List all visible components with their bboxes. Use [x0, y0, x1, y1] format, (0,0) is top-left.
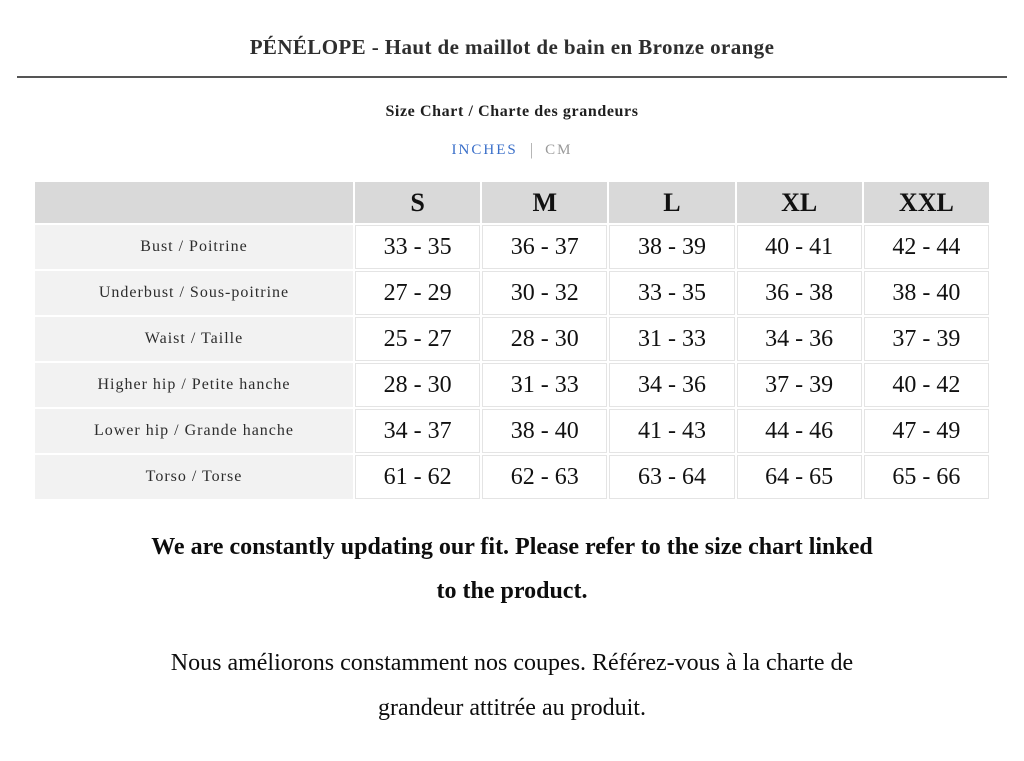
- cell-higher-hip-s: 28 - 30: [355, 363, 480, 407]
- fit-note-french: [17, 641, 1007, 731]
- cell-lower-hip-s: 34 - 37: [355, 409, 480, 453]
- cell-bust-xl: 40 - 41: [737, 225, 862, 269]
- column-header-m: M: [482, 182, 607, 223]
- cell-lower-hip-l: 41 - 43: [609, 409, 734, 453]
- cell-lower-hip-xxl: 47 - 49: [864, 409, 989, 453]
- cell-waist-s: 25 - 27: [355, 317, 480, 361]
- column-header-l: L: [609, 182, 734, 223]
- unit-toggle: [0, 140, 1024, 160]
- cell-underbust-m: 30 - 32: [482, 271, 607, 315]
- column-header-xl: XL: [737, 182, 862, 223]
- fit-note-english-line2: to the product.: [436, 578, 588, 604]
- cell-waist-xxl: 37 - 39: [864, 317, 989, 361]
- cell-torso-l: 63 - 64: [609, 455, 734, 499]
- fit-note-french-line1: Nous améliorons constamment nos coupes. Référez-vous à la charte de: [170, 650, 854, 676]
- table-row: [35, 409, 989, 453]
- row-label-lower-hip: Lower hip / Grande hanche: [35, 409, 353, 453]
- table-row: [35, 271, 989, 315]
- cell-torso-m: 62 - 63: [482, 455, 607, 499]
- unit-separator: |: [529, 140, 534, 159]
- cell-higher-hip-xxl: 40 - 42: [864, 363, 989, 407]
- cell-underbust-l: 33 - 35: [609, 271, 734, 315]
- size-chart-heading: Size Chart / Charte des grandeurs: [385, 103, 639, 120]
- column-header-xxl: XXL: [864, 182, 989, 223]
- cell-higher-hip-xl: 37 - 39: [737, 363, 862, 407]
- cell-waist-m: 28 - 30: [482, 317, 607, 361]
- cell-bust-m: 36 - 37: [482, 225, 607, 269]
- table-row: [35, 363, 989, 407]
- unit-tab-cm[interactable]: CM: [545, 141, 573, 158]
- cell-underbust-s: 27 - 29: [355, 271, 480, 315]
- fit-note-english-line1: We are constantly updating our fit. Please refer to the size chart linked: [151, 534, 873, 560]
- cell-underbust-xl: 36 - 38: [737, 271, 862, 315]
- size-chart-table: [33, 180, 991, 501]
- cell-torso-xl: 64 - 65: [737, 455, 862, 499]
- cell-bust-s: 33 - 35: [355, 225, 480, 269]
- table-corner-cell: [35, 182, 353, 223]
- divider-rule: [17, 76, 1007, 78]
- row-label-bust: Bust / Poitrine: [35, 225, 353, 269]
- fit-note-english: [17, 525, 1007, 613]
- column-header-s: S: [355, 182, 480, 223]
- cell-higher-hip-m: 31 - 33: [482, 363, 607, 407]
- unit-tab-inches[interactable]: INCHES: [451, 141, 518, 158]
- cell-waist-xl: 34 - 36: [737, 317, 862, 361]
- cell-waist-l: 31 - 33: [609, 317, 734, 361]
- table-row: [35, 317, 989, 361]
- row-label-underbust: Underbust / Sous-poitrine: [35, 271, 353, 315]
- row-label-waist: Waist / Taille: [35, 317, 353, 361]
- table-header-row: [35, 182, 989, 223]
- table-row: [35, 225, 989, 269]
- cell-torso-s: 61 - 62: [355, 455, 480, 499]
- cell-lower-hip-m: 38 - 40: [482, 409, 607, 453]
- cell-bust-l: 38 - 39: [609, 225, 734, 269]
- cell-torso-xxl: 65 - 66: [864, 455, 989, 499]
- row-label-higher-hip: Higher hip / Petite hanche: [35, 363, 353, 407]
- fit-note-french-line2: grandeur attitrée au produit.: [378, 695, 646, 721]
- table-row: [35, 455, 989, 499]
- cell-underbust-xxl: 38 - 40: [864, 271, 989, 315]
- row-label-torso: Torso / Torse: [35, 455, 353, 499]
- cell-higher-hip-l: 34 - 36: [609, 363, 734, 407]
- page-title: PÉNÉLOPE - Haut de maillot de bain en Bronze orange: [249, 35, 775, 59]
- cell-lower-hip-xl: 44 - 46: [737, 409, 862, 453]
- cell-bust-xxl: 42 - 44: [864, 225, 989, 269]
